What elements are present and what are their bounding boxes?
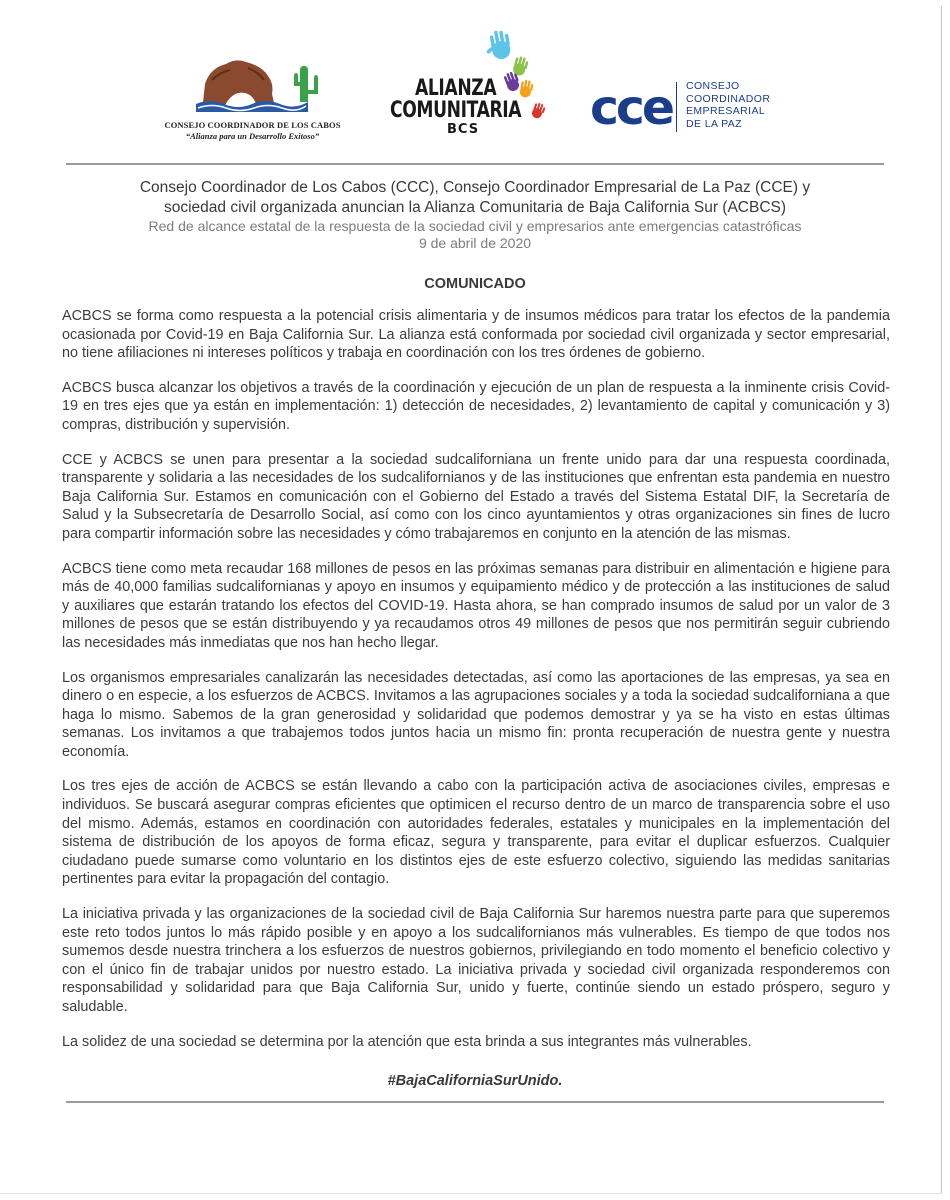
ccc-name: CONSEJO COORDINADOR DE LOS CABOS — [164, 120, 341, 130]
page-edge-bottom — [0, 1193, 942, 1194]
paragraph: ACBCS se forma como respuesta a la potencial crisis alimentaria y de insumos médicos para tratar los efectos de la pandemia ocasionada por Covid-19 en Baja California Sur. La alianza está conformada por sociedad civil organizada y sector empresarial, no tiene afiliaciones ni intereses políticos y trabaja en coordinación con los tres órdenes de gobierno. — [62, 308, 890, 362]
ccc-logo — [150, 54, 355, 154]
subtitle: Red de alcance estatal de la respuesta de la sociedad civil y empresarios ante emergencias catastróficas — [148, 218, 802, 234]
cce-text — [686, 80, 806, 130]
paragraph: CCE y ACBCS se unen para presentar a la sociedad sudcaliforniana un frente unido para dar una respuesta coordinada, transparente y solidaria a las necesidades de los sudcalifornianos y de las instituciones que enfrentan esta pandemia en nuestro Baja California Sur. Estamos en comunicación con el Gobierno del Estado a través del Sistema Estatal DIF, la Secretaría de Salud y la Subsecretaría de Desarrollo Social, así como con los cinco ayuntamientos y otras organizaciones sin fines de lucro para compartir información sobre las necesidades y cómo trabajaremos en conjunto en la atención de las mismas. — [62, 451, 890, 542]
ccc-motto: “Alianza para un Desarrollo Exitoso” — [185, 131, 320, 141]
section-label: COMUNICADO — [424, 276, 526, 292]
paragraph: Los organismos empresariales canalizarán las necesidades detectadas, así como las aportaciones de las empresas, ya sea en dinero o en especie, a los esfuerzos de ACBCS. Invitamos a las agrupaciones sociales y a toda la sociedad sudcaliforniana a que haga lo mismo. Sabemos de la gran generosidad y solidaridad que podemos demostrar y ya se ha visto en estas últimas semanas. Los invitamos a que trabajemos todos juntos hacia un mismo fin: pronta recuperación de nuestra gente y nuestra economía. — [62, 669, 890, 760]
paragraph: Los tres ejes de acción de ACBCS se están llevando a cabo con la participación activa de asociaciones civiles, empresas e individuos. Se buscará asegurar compras eficientes que optimicen el recurso dentro de un marco de transparencia sobre el uso del mismo. Además, estamos en coordinación con autoridades federales, estatales y municipales en la implementación del sistema de distribución de los apoyos de forma eficaz, segura y transparente, para evitar el duplicar esfuerzos. Cualquier ciudadano puede sumarse como voluntario en los distintos ejes de este esfuerzo colectivo, siguiendo las medidas sanitarias pertinentes para evitar la propagación del contagio. — [62, 778, 890, 888]
bottom-divider — [66, 1101, 884, 1103]
title-line-2: sociedad civil organizada anuncian la Alianza Comunitaria de Baja California Sur (ACBCS) — [163, 199, 787, 216]
alianza-line1: ALIANZA — [415, 76, 497, 101]
document-body — [62, 307, 890, 1067]
paragraph: ACBCS busca alcanzar los objetivos a través de la coordinación y ejecución de un plan de respuesta a la inminente crisis Covid-19 en tres ejes que ya están en implementación: 1) detección de necesidades, 2) levantamiento de capital y comunicación y 3) compras, distribución y supervisión. — [62, 379, 890, 433]
paragraph: La iniciativa privada y las organizaciones de la sociedad civil de Baja California Sur haremos nuestra parte para que superemos este reto todos juntos lo más rápido posible y en apoyo a los sudcalifornianos más vulnerables. Es tiempo de que todos nos sumemos desde nuestra trinchera a los esfuerzos de nuestros gobiernos, privilegiando en todo momento el beneficio colectivo y con el único fin de trabajar unidos por nuestro estado. La iniciativa privada y sociedad civil organizada responderemos con responsabilidad y solidaridad para que Baja California Sur, unido y fuerte, continúe siendo un estado próspero, seguro y saludable. — [62, 906, 890, 1015]
logo-band — [0, 14, 950, 159]
cce-logo — [590, 80, 800, 140]
cce-mark: cce — [590, 80, 674, 136]
top-divider — [66, 163, 884, 165]
cce-mark-icon — [590, 80, 674, 136]
alianza-line2: COMUNITARIA — [390, 98, 522, 123]
paragraph: La solidez de una sociedad se determina por la atención que esta brinda a sus integrantes más vulnerables. — [62, 1033, 752, 1050]
cce-text-line: DE LA PAZ — [686, 117, 742, 130]
cce-text-line: CONSEJO — [686, 80, 740, 92]
title-line-1: Consejo Coordinador de Los Cabos (CCC), Consejo Coordinador Empresarial de La Paz (CCE) y — [139, 179, 811, 196]
date: 9 de abril de 2020 — [418, 235, 532, 251]
alianza-logo — [385, 24, 555, 144]
alianza-line3: BCS — [447, 122, 480, 137]
ccc-emblem-icon — [150, 54, 355, 116]
cce-text-line: COORDINADOR — [686, 92, 771, 105]
cce-text-line: EMPRESARIAL — [686, 105, 766, 117]
cce-divider — [676, 82, 677, 132]
paragraph: ACBCS tiene como meta recaudar 168 millones de pesos en las próximas semanas para distribuir en alimentación e higiene para más de 40,000 familias sudcalifornianas y apoyo en insumos y equipamiento médico y de protección a las instituciones de salud y auxiliares que estarán tratando los efectos del COVID-19. Hasta ahora, se han comprado insumos de salud por un valor de 3 millones de pesos que se están distribuyendo y ya recaudamos otros 49 millones de pesos que nos permitirán seguir cubriendo las necesidades más inmediatas que nos han hecho llegar. — [62, 560, 890, 651]
hashtag: #BajaCaliforniaSurUnido. — [387, 1073, 563, 1089]
page-edge — [941, 6, 942, 1194]
document-heading — [80, 178, 870, 252]
